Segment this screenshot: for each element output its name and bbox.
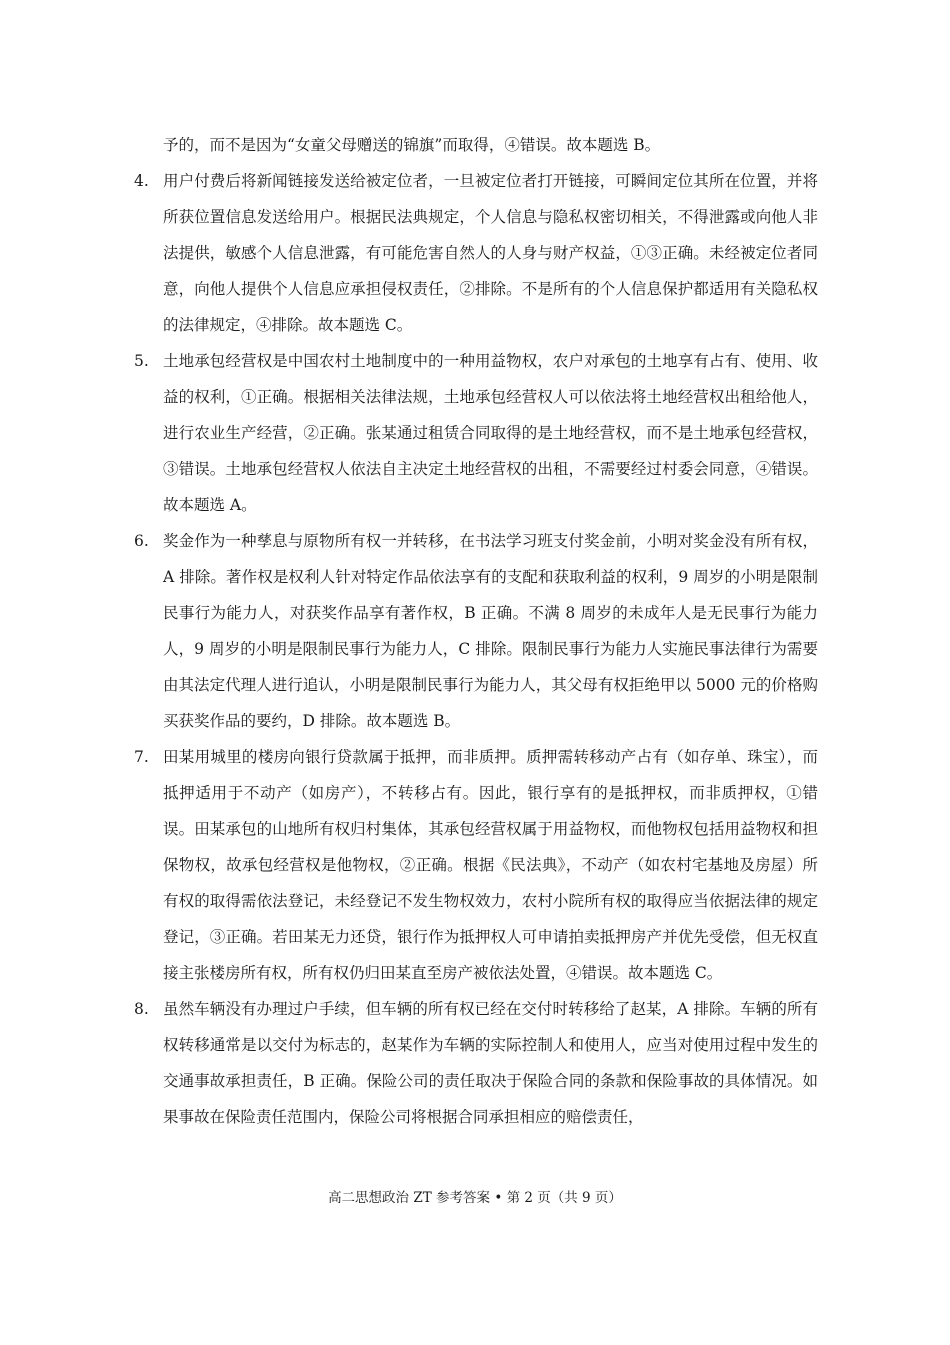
answer-text: 虽然车辆没有办理过户手续，但车辆的所有权已经在交付时转移给了赵某，A 排除。车辆的所有权转移通常是以交付为标志的，赵某作为车辆的实际控制人和使用人，应当对使用过程中发生的交通事故承担责任，B 正确。保险公司的责任取决于保险合同的条款和保险事故的具体情况。如果事故在保险责任范围内，保险公司将根据合同承担相应的赔偿责任， — [163, 1000, 818, 1126]
answer-content — [134, 127, 818, 1135]
answer-5 — [134, 343, 818, 523]
answer-text: 用户付费后将新闻链接发送给被定位者，一旦被定位者打开链接，可瞬间定位其所在位置，并将所获位置信息发送给用户。根据民法典规定，个人信息与隐私权密切相关，不得泄露或向他人非法提供，敏感个人信息泄露，有可能危害自然人的人身与财产权益，①③正确。未经被定位者同意，向他人提供个人信息应承担侵权责任，②排除。不是所有的个人信息保护都适用有关隐私权的法律规定，④排除。故本题选 C。 — [163, 172, 818, 334]
question-number: 5. — [134, 352, 149, 370]
answer-text: 奖金作为一种孳息与原物所有权一并转移，在书法学习班支付奖金前，小明对奖金没有所有权，A 排除。著作权是权利人针对特定作品依法享有的支配和获取利益的权利，9 周岁的小明是限制民事行为能力人，对获奖作品享有著作权，B 正确。不满 8 周岁的未成年人是无民事行为能力人，9 周岁的小明是限制民事行为能力人，C 排除。限制民事行为能力人实施民事法律行为需要由其法定代理人进行追认，小明是限制民事行为能力人，其父母有权拒绝甲以 5000 元的价格购买获奖作品的要约，D 排除。故本题选 B。 — [163, 532, 818, 730]
answer-text: 土地承包经营权是中国农村土地制度中的一种用益物权，农户对承包的土地享有占有、使用、收益的权利，①正确。根据相关法律法规，土地承包经营权人可以依法将土地经营权出租给他人，进行农业生产经营，②正确。张某通过租赁合同取得的是土地经营权，而不是土地承包经营权，③错误。土地承包经营权人依法自主决定土地经营权的出租，不需要经过村委会同意，④错误。故本题选 A。 — [163, 352, 818, 514]
answer-7 — [134, 739, 818, 991]
answer-3-continuation — [134, 127, 818, 163]
answer-text: 予的，而不是因为“女童父母赠送的锦旗”而取得，④错误。故本题选 B。 — [163, 136, 661, 154]
answer-8 — [134, 991, 818, 1135]
question-number: 6. — [134, 532, 149, 550]
answer-4 — [134, 163, 818, 343]
answer-6 — [134, 523, 818, 739]
answer-text: 田某用城里的楼房向银行贷款属于抵押，而非质押。质押需转移动产占有（如存单、珠宝），而抵押适用于不动产（如房产），不转移占有。因此，银行享有的是抵押权，而非质押权，①错误。田某承包的山地所有权归村集体，其承包经营权属于用益物权，而他物权包括用益物权和担保物权，故承包经营权是他物权，②正确。根据《民法典》，不动产（如农村宅基地及房屋）所有权的取得需依法登记，未经登记不发生物权效力，农村小院所有权的取得应当依据法律的规定登记，③正确。若田某无力还贷，银行作为抵押权人可申请拍卖抵押房产并优先受偿，但无权直接主张楼房所有权，所有权仍归田某直至房产被依法处置，④错误。故本题选 C。 — [163, 748, 818, 982]
question-number: 8. — [134, 1000, 149, 1018]
question-number: 4. — [134, 172, 149, 190]
question-number: 7. — [134, 748, 149, 766]
page-footer: 高二思想政治 ZT 参考答案 • 第 2 页（共 9 页） — [328, 1190, 622, 1206]
